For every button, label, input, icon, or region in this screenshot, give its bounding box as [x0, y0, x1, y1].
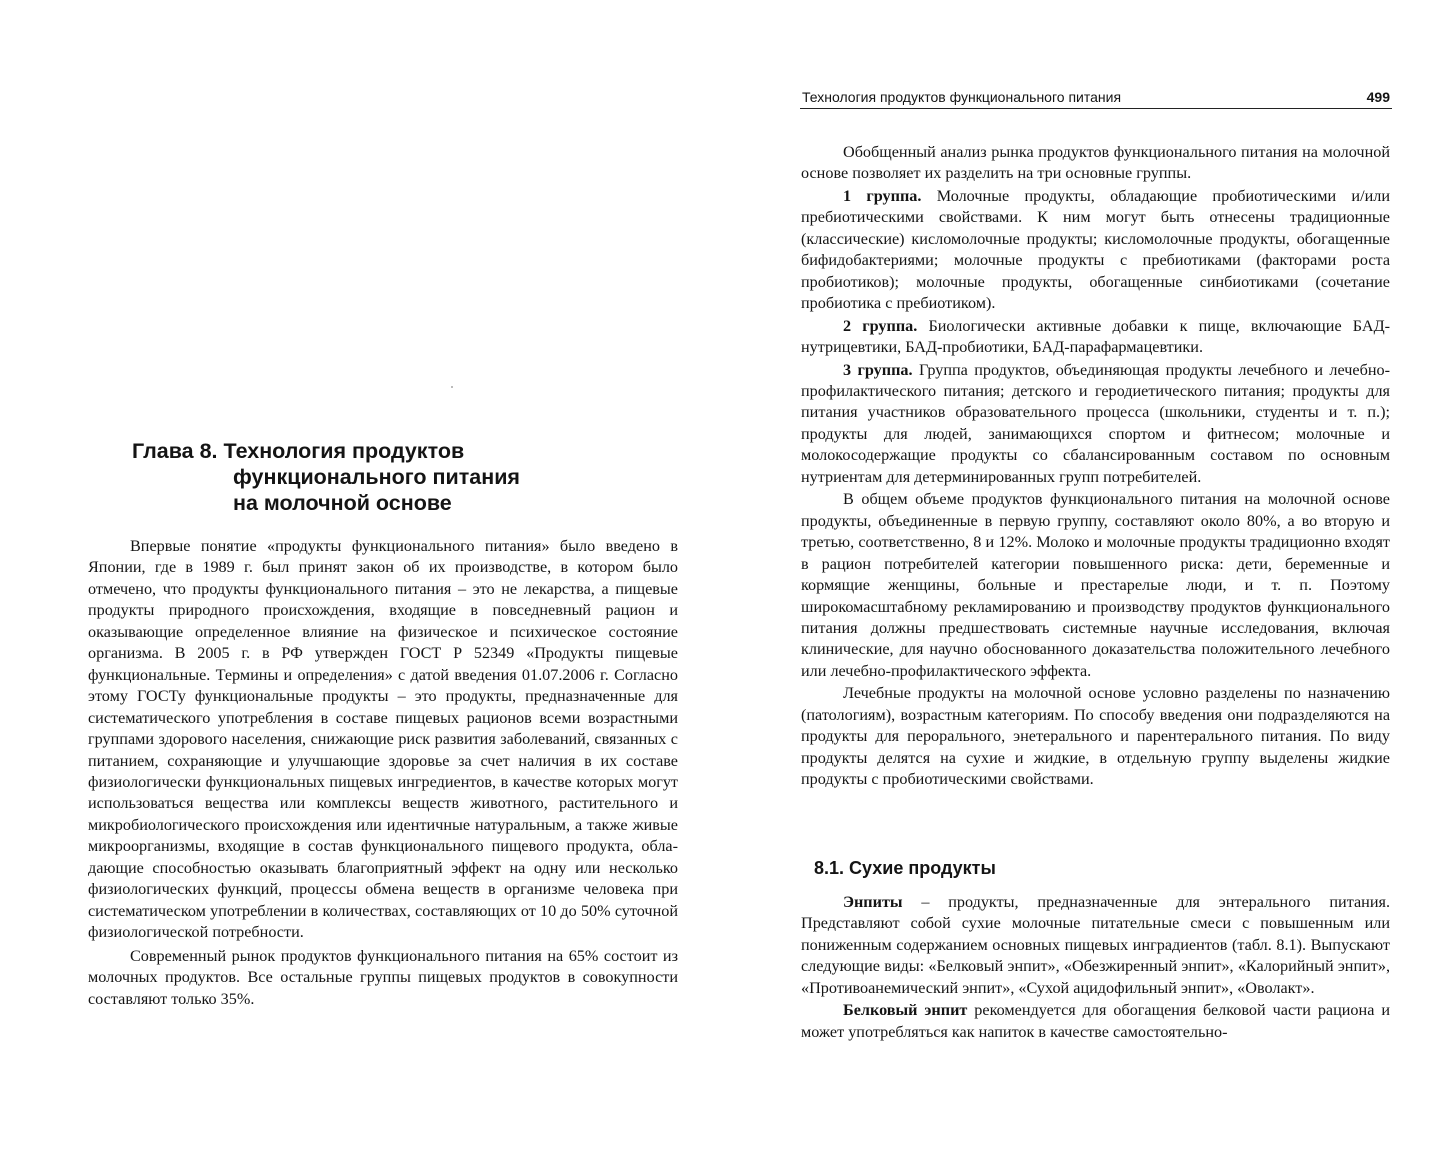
running-head-title: Технология продуктов функционального питания [802, 89, 1122, 105]
paragraph-intro: Обобщенный анализ рынка продуктов функционального питания на молочной основе позволяет их разделить на три основные группы. [801, 143, 1390, 183]
chapter-title [132, 438, 692, 516]
enpity-text: – продукты, предназначенные для энтерального питания. Представляют собой сухие молочные питательные смеси с повышенным или пониженным содержанием основных пищевых инградиентов (табл. 8.1). Выпускают следующие виды: «Белковый энпит», «Обезжиренный энпит», «Калорийный энпит», «Противоанемический энпит», «Сухой ацидофильный энпит», «Оволакт». [801, 893, 1390, 997]
chapter-title-line-3: на молочной основе [233, 491, 452, 515]
group-1-label: 1 группа. [843, 186, 922, 205]
group-3-text: Группа продуктов, объединяющая продукты лечебного и лечебно-профилактического питания; детского и геродиетического питания; продукты для питания участников образовательного процесса (школьники, студенты и т. п.); продукты для людей, занимающихся спортом и фитнесом; молочные и молокосодержащие продукты со сбалансированным составом по основным нутриентам для детерминированных групп потребителей. [801, 360, 1390, 486]
section-body [801, 892, 1390, 1043]
paragraph-protein-enpit [801, 1000, 1390, 1043]
paragraph-history: Впервые понятие «продукты функционального питания» было введено в Японии, где в 1989 г. был принят закон об их производстве, в котором было отмечено, что продукты функционального питания – это не лекарства, а пищевые продукты природного происхождения, входящие в повседневный рацион и оказывающие определенное влияние на физическое и психическое состояние организма. В 2005 г. в РФ утвержден ГОСТ Р 52349 «Продукты пищевые функциональные. Термины и определения» с датой введения 01.07.2006 г. Согласно этому ГОСТу функциональные продукты – это продукты, предназначенные для систематического употребления в составе пищевых рационов всеми возрастными группами здорового населения, снижающие риск развития заболеваний, связанных с питанием, сохраняющие и улучшающие здоровье за счет наличия в их составе физиологически функциональных пищевых ингредиентов, в качестве которых могут использоваться вещества или комплексы веществ животного, растительного и микробиологического происхождения или идентичные натуральным, а также живые микроорганизмы, входящие в состав функционального пищевого продукта, обладающие способностью оказывать благоприятный эффект на одну или несколько физиологических функций, процессы обмена веществ в организме человека при систематическом употреблении в количествах, составляющих от 10 до 50% суточной физиологической потребности. [88, 537, 678, 942]
group-2-label: 2 группа. [843, 316, 918, 335]
group-3-label: 3 группа. [843, 360, 913, 379]
group-1-text: Молочные продукты, обладающие пробиотическими и/или пребиотическими свойствами. К ним могут быть отнесены традиционные (классические) кисломолочные продукты; кисломолочные продукты, обогащенные бифидобактериями; молочные продукты с пребиотиками (факторами роста пробиотиков); молочные продукты, обогащенные синбиотиками (сочетание пробиотика с пребиотиком). [801, 186, 1390, 313]
chapter-title-line-1: Глава 8. Технология продуктов [132, 439, 465, 463]
right-page [728, 0, 1456, 1156]
enpity-label: Энпиты [843, 893, 903, 911]
paragraph-group-1 [801, 186, 1390, 315]
protein-enpit-text: рекомендуется для обогащения белковой части рациона и может употребляться как напиток в качестве самостоятельно- [801, 1001, 1390, 1041]
paragraph-enpity [801, 892, 1390, 999]
running-head [800, 86, 1392, 109]
left-page-body [88, 536, 678, 1010]
protein-enpit-label: Белковый энпит [843, 1001, 968, 1020]
paragraph-therapeutic: Лечебные продукты на молочной основе условно разделены по назначению (патологиям), возрастным категориям. По способу введения они подразделяются на продукты для перорального, энетерального и парентерального питания. По виду продукты делятся на сухие и жидкие, в отдельную группу выделены жидкие продукты с пробиотическими свойствами. [801, 684, 1390, 789]
page-number: 499 [1366, 89, 1390, 105]
right-page-body [801, 142, 1390, 791]
section-title: 8.1. Сухие продукты [814, 858, 996, 878]
paragraph-group-2 [801, 316, 1390, 359]
group-2-text: Биологически активные добавки к пище, включающие БАД-нутрицевтики, БАД-пробиотики, БАД-парафармацевтики. [801, 316, 1390, 357]
paragraph-group-3 [801, 360, 1390, 489]
scan-speck [451, 386, 453, 388]
paragraph-share: В общем объеме продуктов функционального питания на молочной основе продукты, объединенные в первую группу, составляют около 80%, а во вторую и третью, соответственно, 8 и 12%. Молоко и молочные продукты традиционно входят в рацион потребителей категории повышенного риска: дети, беременные и кормящие женщины, больные и престарелые люди, и т. п. Поэтому широкомасштабному рекламированию и производству продуктов функционального питания должны предшествовать системные научные исследования, включая клинические, для научно обоснованного доказательства положительного лечебного или лечебно-профилактического эффекта. [801, 490, 1390, 680]
chapter-title-line-2: функционального питания [233, 465, 520, 489]
paragraph-market: Современный рынок продуктов функционального питания на 65% состоит из молочных продуктов. Все остальные группы пищевых продуктов в совокупности составляют только 35%. [88, 946, 678, 1008]
